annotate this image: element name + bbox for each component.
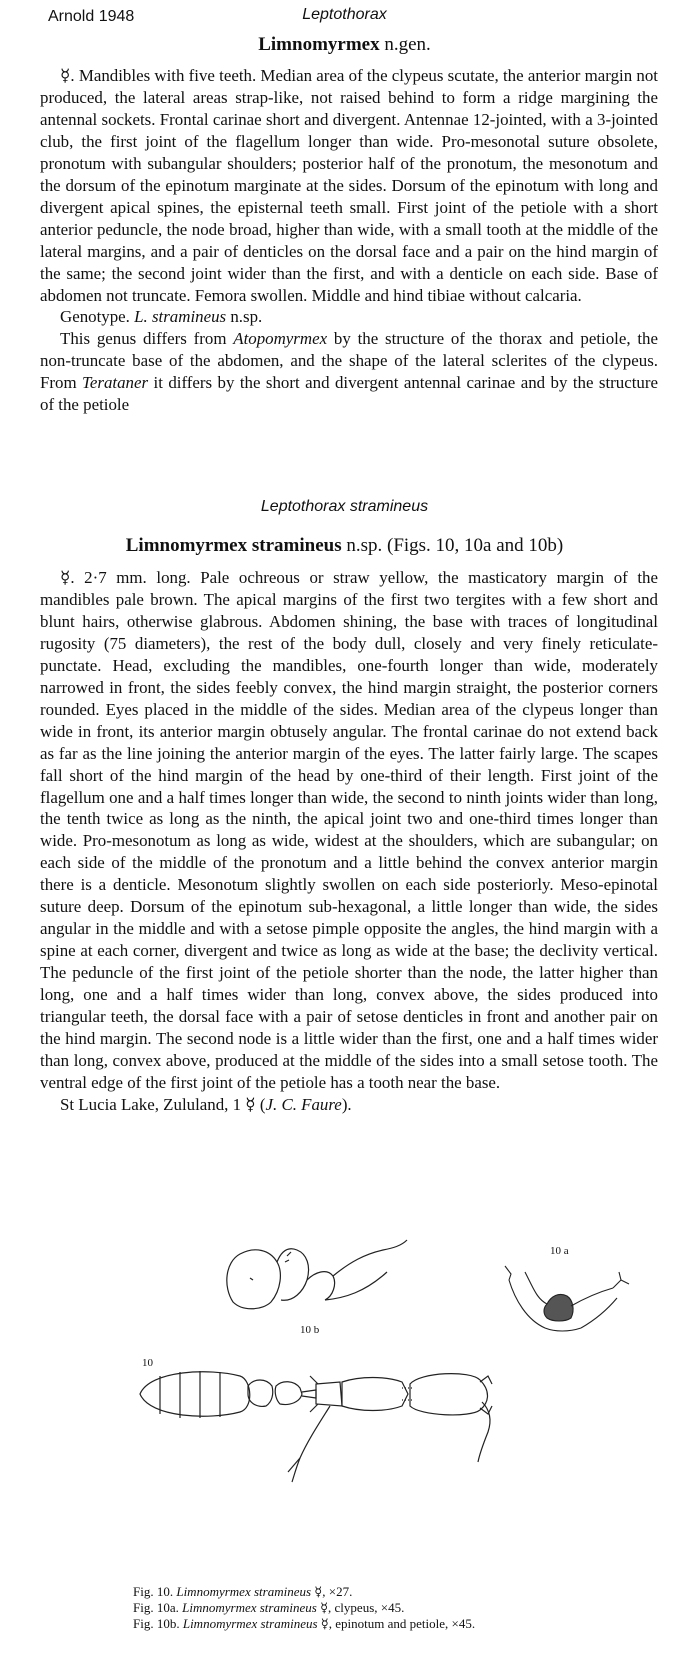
genus-name: Limnomyrmex [258, 34, 380, 55]
species-suffix: n.sp. (Figs. 10, 10a and 10b) [341, 535, 564, 556]
genus-title [0, 34, 689, 56]
caption-fig10 [133, 1584, 475, 1600]
figure-10a-label: 10 a [550, 1245, 569, 1257]
caption-prefix: Fig. 10a. [133, 1600, 183, 1615]
species-description: ☿. 2·7 mm. long. Pale ochreous or straw yellow, the masticatory margin of the mandibles pale brown. The apical margins of the first two tergites with a few short and blunt hairs, otherwise glabrous. Abdomen shining, the base with traces of longitudinal rugosity (75 diameters), the rest of the body dull, closely and very finely reticulate-punctate. Head, excluding the mandibles, one-fourth longer than wide, moderately narrowed in front, the sides feebly convex, the hind margin straight, the posterior corners rounded. Eyes placed in the middle of the sides. Median area of the clypeus longer than wide in front, its anterior margin obtusely angular. The frontal carinae do not extend back as far as the line joining the anterior margin of the eyes. The latter fairly large. The scapes fall short of the hind margin of the head by one-third of their length. First joint of the flagellum one and a half times longer than wide, the second to ninth joints wider than long, the tenth twice as long as the ninth, the apical joint two and one-third times longer than wide. Pro-mesonotum as long as wide, widest at the shoulders, which are subangular; on each side of the middle of the pronotum and a little behind the convex anterior margin there is a denticle. Mesonotum slightly swollen on each side posteriorly. Meso-epinotal suture deep. Dorsum of the epinotum sub-hexagonal, a little longer than wide, the sides angular in the middle and with a setose pimple opposite the angles, the hind margin with a spine at each corner, divergent and twice as long as wide at the base; the declivity vertical. The peduncle of the first joint of the petiole shorter than the node, the latter higher than long, one and a half times wider than long, convex above, the sides produced into triangular teeth, the dorsal face with a pair of setose denticles in front and another pair on the hind margin. The second node is a little wider than the first, one and a half times wider than long, convex above, produced at the middle of the sides into a small setose tooth. The ventral edge of the first joint of the petiole has a tooth near the base. [40, 568, 658, 1092]
species-subheader: Leptothorax stramineus [260, 498, 429, 515]
comparison-text-2: by the structure of the thorax and petiole, the non-truncate base of the abdomen, and the shape of the lateral sclerites of the clypeus. From [40, 329, 658, 393]
genus-section [40, 65, 658, 416]
figure-10a-drawing [495, 1262, 635, 1342]
figure-captions [133, 1584, 475, 1632]
caption-suffix: ☿, clypeus, ×45. [316, 1600, 405, 1615]
genotype-label: Genotype. [60, 307, 135, 327]
caption-suffix: ☿, epinotum and petiole, ×45. [317, 1616, 476, 1631]
locality-close: ). [341, 1094, 352, 1114]
caption-prefix: Fig. 10. [133, 1584, 177, 1599]
caption-name: Limnomyrmex stramineus [182, 1616, 318, 1631]
comparison-genus-2: Terataner [82, 373, 149, 393]
species-title [0, 535, 689, 557]
species-section [40, 567, 658, 1116]
locality-text: St Lucia Lake, Zululand, 1 ☿ ( [60, 1094, 266, 1114]
figure-10-drawing [130, 1362, 530, 1487]
caption-fig10b [133, 1616, 475, 1632]
genus-comparison [40, 328, 658, 416]
comparison-text-1: This genus differs from [60, 329, 234, 349]
header-center: Leptothorax [302, 6, 387, 23]
figure-10b-label: 10 b [300, 1324, 320, 1336]
genotype-suffix: n.sp. [226, 307, 263, 327]
locality-collector: J. C. Faure [265, 1094, 342, 1114]
genus-suffix: n.gen. [379, 34, 431, 55]
header-left: Arnold 1948 [48, 8, 135, 25]
comparison-text-3: it differs by the short and divergent antennal carinae and by the structure of the petiole [40, 373, 659, 415]
genotype-line [40, 306, 658, 328]
caption-name: Limnomyrmex stramineus [176, 1584, 312, 1599]
genotype-species: L. stramineus [134, 307, 227, 327]
figure-10b-drawing [215, 1232, 415, 1322]
caption-prefix: Fig. 10b. [133, 1616, 183, 1631]
genus-description: ☿. Mandibles with five teeth. Median area of the clypeus scutate, the anterior margin not produced, the lateral areas strap-like, not raised behind to form a ridge margining the antennal sockets. Frontal carinae short and divergent. Antennae 12-jointed, with a 3-jointed club, the first joint of the flagellum longer than wide. Pro-mesonotal suture obsolete, pronotum with subangular shoulders; posterior half of the pronotum, the mesonotum and the dorsum of the epinotum marginate at the sides. Dorsum of the epinotum with long and divergent apical spines, the episternal teeth small. First joint of the petiole with a short anterior peduncle, the node broad, higher than wide, with a small tooth at the middle of the lateral margins, and a pair of denticles on the dorsal face and a pair on the hind margin of the same; the second joint wider than the first, and with a denticle on each side. Base of abdomen not truncate. Femora swollen. Middle and hind tibiae without calcaria. [40, 66, 658, 305]
figure-10-label: 10 [142, 1357, 153, 1369]
caption-suffix: ☿, ×27. [311, 1584, 353, 1599]
species-name: Limnomyrmex stramineus [125, 535, 342, 556]
comparison-genus-1: Atopomyrmex [233, 329, 328, 349]
caption-fig10a [133, 1600, 475, 1616]
caption-name: Limnomyrmex stramineus [182, 1600, 317, 1615]
locality-line [40, 1094, 658, 1116]
